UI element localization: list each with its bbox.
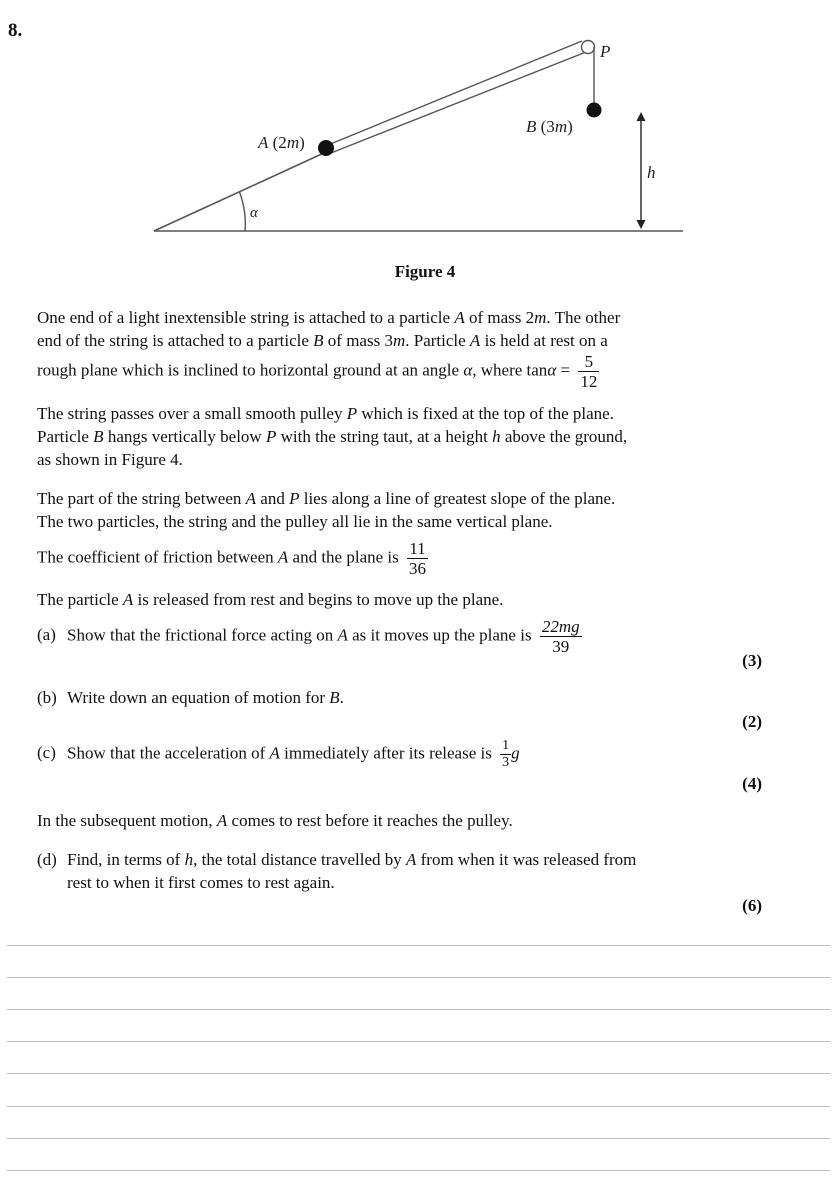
particle-a (318, 140, 334, 156)
answer-line[interactable] (7, 1106, 830, 1107)
answer-line[interactable] (7, 1009, 830, 1010)
para2-line2: Particle B hangs vertically below P with the string taut, at a height h above the ground, (37, 427, 628, 446)
part-b-marks: (2) (742, 712, 762, 731)
figure-caption: Figure 4 (394, 262, 456, 281)
acceleration-fraction: $\frac{1}{3}$ (502, 738, 510, 770)
inclined-plane (154, 152, 326, 231)
arrow-down-icon (637, 220, 646, 229)
answer-line[interactable] (7, 945, 830, 946)
question-number: 8. (8, 20, 23, 41)
angle-arc (240, 192, 246, 231)
para3-line2: The two particles, the string and the pulley all lie in the same vertical plane. (37, 512, 553, 531)
particle-a-label: A (2m) (258, 133, 305, 152)
para1-line2: end of the string is attached to a particle B of mass 3m. Particle A is held at rest on a (37, 331, 608, 350)
subsequent-motion-line: In the subsequent motion, A comes to rest before it reaches the pulley. (37, 811, 513, 830)
tan-alpha-fraction: $\frac{5}{12}$ (580, 352, 598, 391)
part-d-marks: (6) (742, 896, 762, 915)
particle-b-label: B (3m) (526, 117, 573, 136)
pulley-icon (582, 41, 595, 54)
release-line: The particle A is released from rest and begins to move up the plane. (37, 590, 504, 609)
part-d-line2: rest to when it first comes to rest again. (67, 873, 335, 892)
part-c: (c) Show that the acceleration of A immediately after its release is $\frac{1}{3}$ g (37, 738, 520, 770)
friction-force-fraction: $\frac{22mg}{39}$ (541, 617, 580, 656)
height-label: h (647, 163, 656, 182)
part-d-line1: (d) Find, in terms of h, the total distance travelled by A from when it was released from (37, 850, 637, 869)
mu-fraction: $\frac{11}{36}$ (409, 539, 426, 578)
answer-line[interactable] (7, 977, 830, 978)
para3-line1: The part of the string between A and P lies along a line of greatest slope of the plane. (37, 489, 616, 508)
para2-line3: as shown in Figure 4. (37, 450, 183, 469)
part-a: (a) Show that the frictional force acting on A as it moves up the plane is $\frac{22mg}{39}$ (37, 617, 580, 656)
answer-line[interactable] (7, 1073, 830, 1074)
friction-coefficient-line: The coefficient of friction between A and the plane is $\frac{11}{36}$ (37, 539, 426, 578)
para1-line3: rough plane which is inclined to horizontal ground at an angle α, where tanα = $\frac{5}{12}$ (37, 352, 598, 391)
string-lower (331, 52, 586, 153)
angle-label: α (250, 205, 258, 221)
pulley-label: P (600, 42, 611, 61)
answer-line[interactable] (7, 1041, 830, 1042)
part-b: (b) Write down an equation of motion for B. (37, 688, 344, 707)
particle-b (587, 103, 602, 118)
part-c-marks: (4) (742, 774, 762, 793)
answer-line[interactable] (7, 1170, 830, 1171)
para2-line1: The string passes over a small smooth pulley P which is fixed at the top of the plane. (37, 404, 614, 423)
para1-line1: One end of a light inextensible string is attached to a particle A of mass 2m. The other (37, 308, 621, 327)
answer-line[interactable] (7, 1138, 830, 1139)
part-a-marks: (3) (742, 651, 762, 670)
arrow-up-icon (637, 112, 646, 121)
figure-4-diagram (0, 0, 832, 260)
